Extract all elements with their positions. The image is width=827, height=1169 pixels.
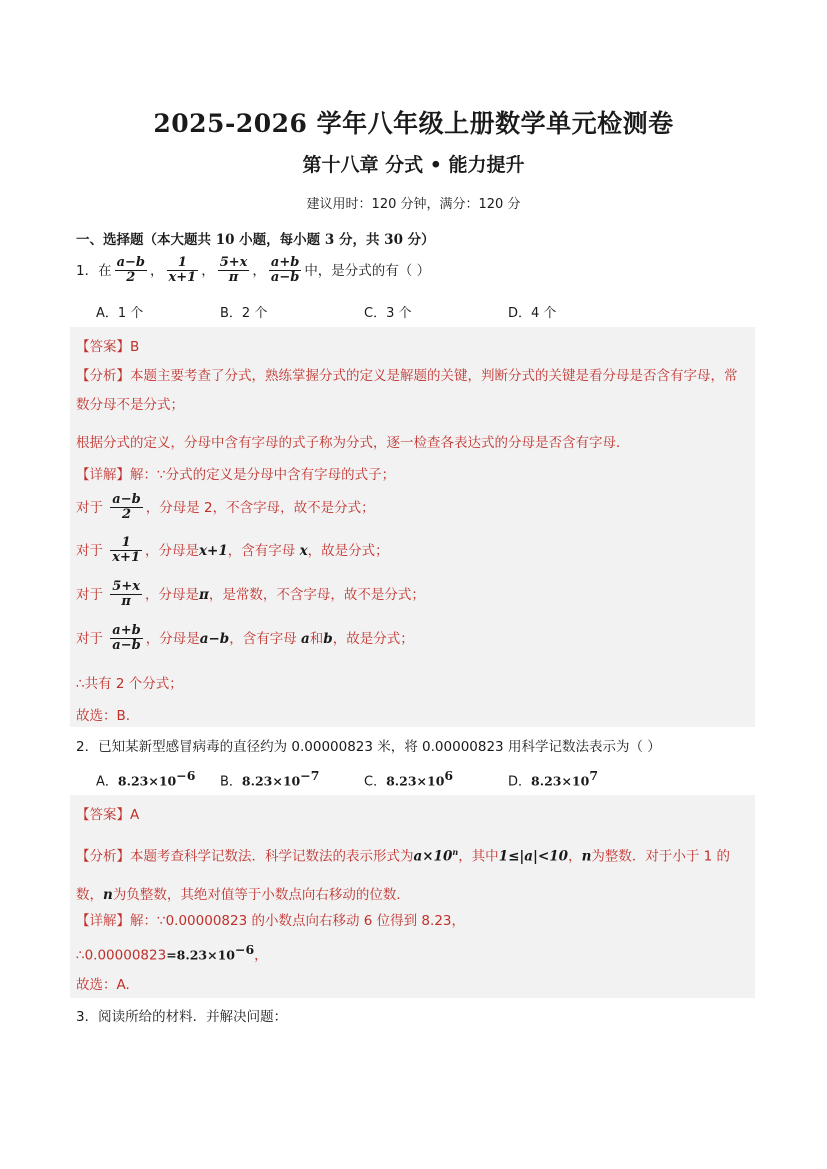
detail-1-item-3: 对于 $\frac{5+x}{\pi}$ ，分母是π，是常数，不含字母，故不是分式； (76, 579, 425, 610)
section-heading: 一、选择题（本大题共 10 小题，每小题 3 分，共 30 分） (76, 232, 435, 248)
detail-1-conclusion: ∴共有 2 个分式； (76, 676, 183, 692)
detail-2-line-2: $\therefore 0.00000823=8.23\times 10^{-6}$， (76, 942, 268, 964)
detail-1-item-2: 对于 $\frac{1}{x+1}$ ，分母是x+1，含有字母 x，故是分式； (76, 535, 389, 566)
option-d: D．4 个 (508, 306, 557, 321)
chapter-subtitle: 第十八章 分式 • 能力提升 (302, 154, 525, 176)
option-c: C．$8.23\times 10^6$ (364, 768, 454, 790)
analysis-1-rule: 根据分式的定义，分母中含有字母的式子称为分式，逐一检查各表达式的分母是否含有字母． (76, 435, 630, 451)
detail-2-line-1: 【详解】解：∵0.00000823 的小数点向右移动 6 位得到 8.23， (76, 913, 465, 929)
page-title: 2025-2026 学年八年级上册数学单元检测卷 (153, 109, 674, 138)
answer-2: 【答案】A (76, 807, 140, 823)
detail-1-item-4: 对于 $\frac{a+b}{a-b}$ ，分母是a−b，含有字母 a和b，故是分式； (76, 623, 414, 654)
question-2: 2．已知某新型感冒病毒的直径约为 0.00000823 米，将 0.00000823 用科学记数法表示为（ ） (76, 739, 661, 755)
detail-1-intro: 【详解】解：∵分式的定义是分母中含有字母的式子； (76, 467, 396, 483)
analysis-1: 【分析】本题主要考查了分式，熟练掌握分式的定义是解题的关键，判断分式的关键是看分母是否含有字母，常数分母不是分式； (76, 368, 738, 413)
question-1-number: 1．在 (76, 262, 112, 279)
question-1-stem-tail: 中，是分式的有（ ） (304, 262, 431, 279)
option-c: C．3 个 (364, 306, 412, 321)
fraction-1: $\frac{a-b}{2}$ (116, 255, 145, 286)
option-b: B．$8.23\times 10^{-7}$ (220, 768, 320, 790)
fraction-3: $\frac{5+x}{\pi}$ (219, 255, 248, 286)
option-b: B．2 个 (220, 306, 268, 321)
analysis-2: 【分析】本题考查科学记数法．科学记数法的表示形式为$a\times 10^n$，其中1≤|a|<10，n为整数．对于小于 1 的数，n为负整数，其绝对值等于小数点向右移动的位数． (76, 847, 731, 903)
fraction-4: $\frac{a+b}{a-b}$ (270, 255, 300, 286)
question-1: 1．在 $\frac{a-b}{2}$ ， $\frac{1}{x+1}$ ， $\frac{5+x}{\pi}$ ， $\frac{a+b}{a-b}$ 中，是分式的有（ ） (76, 255, 431, 286)
option-a: A．$8.23\times 10^{-6}$ (96, 768, 196, 790)
question-3: 3．阅读所给的材料．并解决问题： (76, 1009, 288, 1025)
time-note: 建议用时：120 分钟，满分：120 分 (306, 197, 521, 212)
answer-box-1 (70, 327, 755, 727)
answer-box-2 (70, 795, 755, 998)
detail-2-choose: 故选：A. (76, 977, 130, 993)
option-a: A．1 个 (96, 306, 144, 321)
detail-1-choose: 故选：B. (76, 708, 131, 724)
fraction-2: $\frac{1}{x+1}$ (168, 255, 197, 286)
answer-1: 【答案】B (76, 339, 140, 355)
detail-1-item-1: 对于 $\frac{a-b}{2}$ ，分母是 2，不含字母，故不是分式； (76, 492, 375, 523)
option-d: D．$8.23\times 10^7$ (508, 768, 599, 790)
